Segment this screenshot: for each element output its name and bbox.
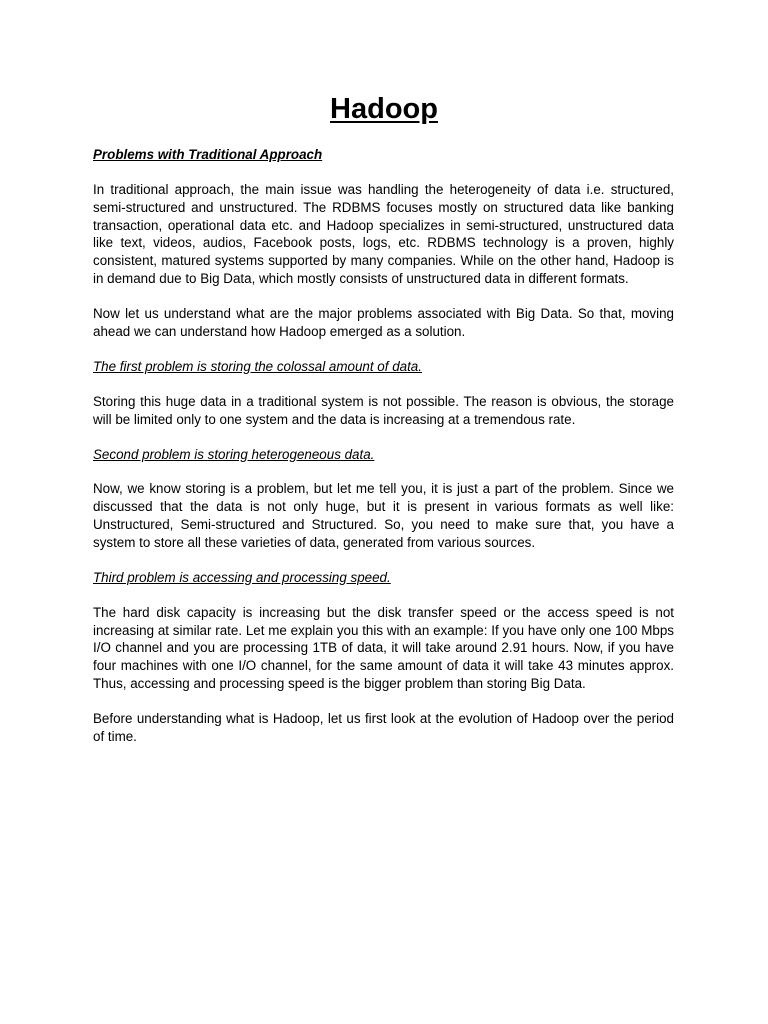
spacer: [93, 376, 674, 393]
closing-paragraph: Before understanding what is Hadoop, let us first look at the evolution of Hadoop over the period of time.: [93, 711, 674, 744]
spacer: [93, 693, 674, 710]
paragraph-big-data-problems: Now let us understand what are the major problems associated with Big Data. So that, moving ahead we can understand how Hadoop emerged as a solution.: [93, 305, 674, 339]
paragraph-traditional-approach: In traditional approach, the main issue was handling the heterogeneity of data i.e. structured, semi-structured and unstructured. The RDBMS focuses mostly on structured data like banking transaction, operational data etc. and Hadoop specializes in semi-structured, unstructured data like text, videos, audios, Facebook posts, logs, etc. RDBMS technology is a proven, highly consistent, matured systems supported by many companies. While on the other hand, Hadoop is in demand due to Big Data, which mostly consists of unstructured data in different formats.: [93, 181, 674, 286]
spacer: [93, 587, 674, 604]
problem-1-heading: The first problem is storing the colossal amount of data.: [93, 358, 422, 374]
problem-1-text: Storing this huge data in a traditional system is not possible. The reason is obvious, the storage will be limited only to one system and the data is increasing at a tremendous rate.: [93, 393, 674, 427]
spacer: [93, 164, 674, 181]
problem-3-heading: Third problem is accessing and processing speed.: [93, 569, 391, 585]
spacer: [93, 552, 674, 569]
section-heading: Problems with Traditional Approach: [93, 147, 323, 162]
spacer: [93, 288, 674, 305]
document-body: [93, 146, 674, 746]
page-title: Hadoop: [330, 93, 438, 125]
spacer: [93, 463, 674, 480]
spacer: [93, 341, 674, 358]
problem-2-text: Now, we know storing is a problem, but let me tell you, it is just a part of the problem. Since we discussed that the data is not only huge, but it is present in various formats as well like: Unstructured, Semi-structured and Structured. So, you need to make sure that, you have a system to store all these varieties of data, generated from various sources.: [93, 481, 674, 550]
spacer: [93, 428, 674, 445]
problem-3-text: The hard disk capacity is increasing but the disk transfer speed or the access speed is not increasing at similar rate. Let me explain you this with an example: If you have only one 100 Mbps I/O channel and you are processing 1TB of data, it will take around 2.91 hours. Now, if you have four machines with one I/O channel, for the same amount of data it will take 43 minutes approx. Thus, accessing and processing speed is the bigger problem than storing Big Data.: [93, 604, 674, 692]
problem-2-heading: Second problem is storing heterogeneous data.: [93, 446, 375, 462]
